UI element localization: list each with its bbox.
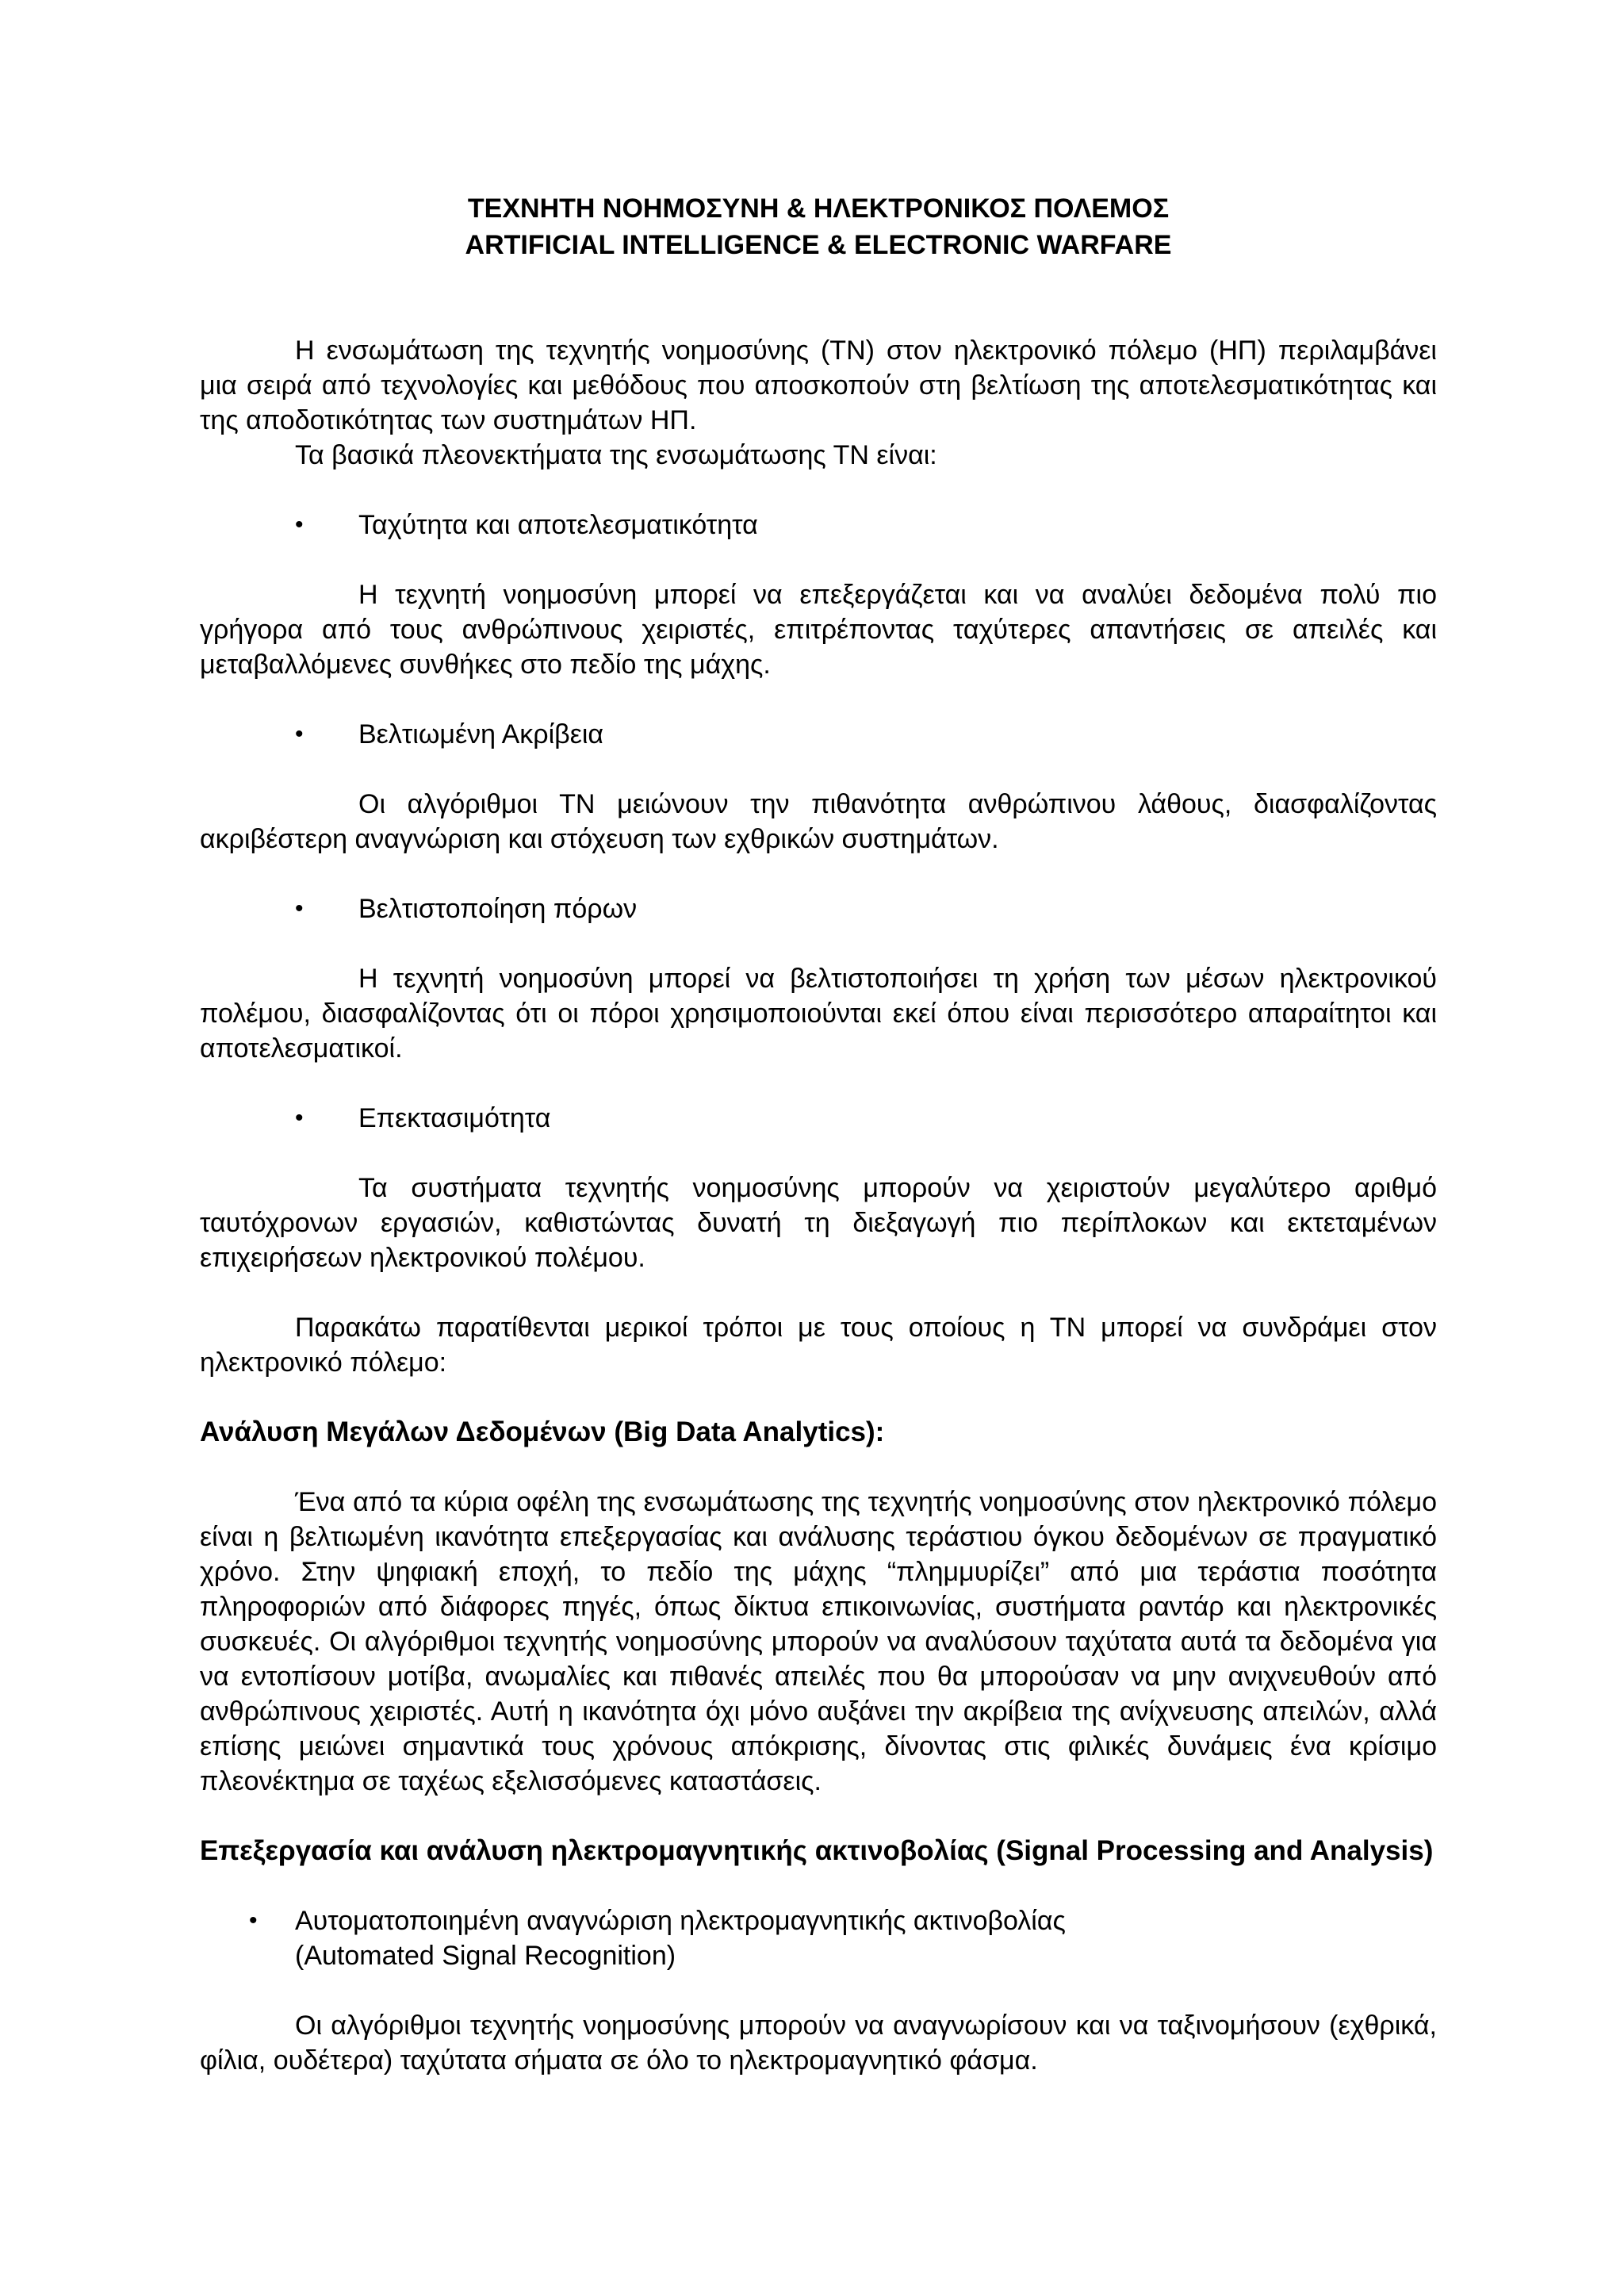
bullet-label-line2: (Automated Signal Recognition) [295,1941,676,1971]
bullet-label-line1: Αυτοματοποιημένη αναγνώριση ηλεκτρομαγνητικής ακτινοβολίας [295,1906,1066,1936]
bullet-item-scalability [200,1101,1437,1136]
advantages-intro: Τα βασικά πλεονεκτήματα της ενσωμάτωσης ΤΝ είναι: [295,440,937,470]
bullet-label: Βελτιστοποίηση πόρων [358,894,638,924]
bullet-icon: • [295,721,304,747]
bullet-label: Ταχύτητα και αποτελεσματικότητα [358,510,758,540]
bullet-item-signal-recognition [200,1903,1437,1973]
section-heading-big-data: Ανάλυση Μεγάλων Δεδομένων (Big Data Analytics): [200,1416,885,1447]
signal-paragraph: Οι αλγόριθμοι τεχνητής νοημοσύνης μπορούν να αναγνωρίσουν και να ταξινομήσουν (εχθρικά, φίλια, ουδέτερα) ταχύτατα σήματα σε όλο το ηλεκτρομαγνητικό φάσμα. [200,2010,1437,2076]
ways-intro-paragraph: Παρακάτω παρατίθενται μερικοί τρόποι με τους οποίους η ΤΝ μπορεί να συνδράμει στον ηλεκτρονικό πόλεμο: [200,1313,1437,1378]
bullet-item-accuracy [200,717,1437,752]
bullet-icon: • [295,512,304,538]
bullet-icon: • [295,1105,304,1131]
document-title-english: ARTIFICIAL INTELLIGENCE & ELECTRONIC WARFARE [465,230,1172,260]
bullet-item-resources [200,891,1437,926]
section-heading-signal-processing: Επεξεργασία και ανάλυση ηλεκτρομαγνητικής ακτινοβολίας (Signal Processing and Analysis) [200,1835,1434,1866]
advantage-paragraph-scalability: Τα συστήματα τεχνητής νοημοσύνης μπορούν να χειριστούν μεγαλύτερο αριθμό ταυτόχρονων εργασιών, καθιστώντας δυνατή τη διεξαγωγή πιο περίπλοκων και εκτεταμένων επιχειρήσεων ηλεκτρονικού πολέμου. [200,1173,1437,1273]
advantage-paragraph-resources: Η τεχνητή νοημοσύνη μπορεί να βελτιστοποιήσει τη χρήση των μέσων ηλεκτρονικού πολέμου, διασφαλίζοντας ότι οι πόροι χρησιμοποιούνται εκεί όπου είναι περισσότερο απαραίτητοι και αποτελεσματικοί. [200,964,1437,1064]
big-data-paragraph: Ένα από τα κύρια οφέλη της ενσωμάτωσης της τεχνητής νοημοσύνης στον ηλεκτρονικό πόλεμο είναι η βελτιωμένη ικανότητα επεξεργασίας και ανάλυσης τεράστιου όγκου δεδομένων σε πραγματικό χρόνο. Στην ψηφιακή εποχή, το πεδίο της μάχης “πλημμυρίζει” από μια τεράστια ποσότητα πληροφοριών από διάφορες πηγές, όπως δίκτυα επικοινωνίας, συστήματα ραντάρ και ηλεκτρονικές συσκευές. Οι αλγόριθμοι τεχνητής νοημοσύνης μπορούν να αναλύσουν ταχύτατα αυτά τα δεδομένα για να εντοπίσουν μοτίβα, ανωμαλίες και πιθανές απειλές που θα μπορούσαν να μην ανιχνευθούν από ανθρώπινους χειριστές. Αυτή η ικανότητα όχι μόνο αυξάνει την ακρίβεια της ανίχνευσης απειλών, αλλά επίσης μειώνει σημαντικά τους χρόνους απόκρισης, δίνοντας στις φιλικές δυνάμεις ένα κρίσιμο πλεονέκτημα σε ταχέως εξελισσόμενες καταστάσεις. [200,1487,1437,1796]
bullet-item-speed [200,508,1437,542]
document-title-greek: ΤΕΧΝΗΤΗ ΝΟΗΜΟΣΥΝΗ & ΗΛΕΚΤΡΟΝΙΚΟΣ ΠΟΛΕΜΟΣ [467,194,1170,224]
bullet-label: Επεκτασιμότητα [358,1103,551,1133]
intro-paragraph: Η ενσωμάτωση της τεχνητής νοημοσύνης (ΤΝ) στον ηλεκτρονικό πόλεμο (ΗΠ) περιλαμβάνει μια σειρά από τεχνολογίες και μεθόδους που αποσκοπούν στη βελτίωση της αποτελεσματικότητας και της αποδοτικότητας των συστημάτων ΗΠ. [200,335,1437,435]
bullet-label: Βελτιωμένη Ακρίβεια [358,719,604,749]
document-body [200,190,1437,2078]
bullet-icon: • [249,1907,258,1934]
advantage-paragraph-accuracy: Οι αλγόριθμοι ΤΝ μειώνουν την πιθανότητα ανθρώπινου λάθους, διασφαλίζοντας ακριβέστερη αναγνώριση και στόχευση των εχθρικών συστημάτων. [200,789,1437,854]
bullet-icon: • [295,895,304,922]
advantage-paragraph-speed: Η τεχνητή νοημοσύνη μπορεί να επεξεργάζεται και να αναλύει δεδομένα πολύ πιο γρήγορα από τους ανθρώπινους χειριστές, επιτρέποντας ταχύτερες απαντήσεις σε απειλές και μεταβαλλόμενες συνθήκες στο πεδίο της μάχης. [200,580,1437,680]
